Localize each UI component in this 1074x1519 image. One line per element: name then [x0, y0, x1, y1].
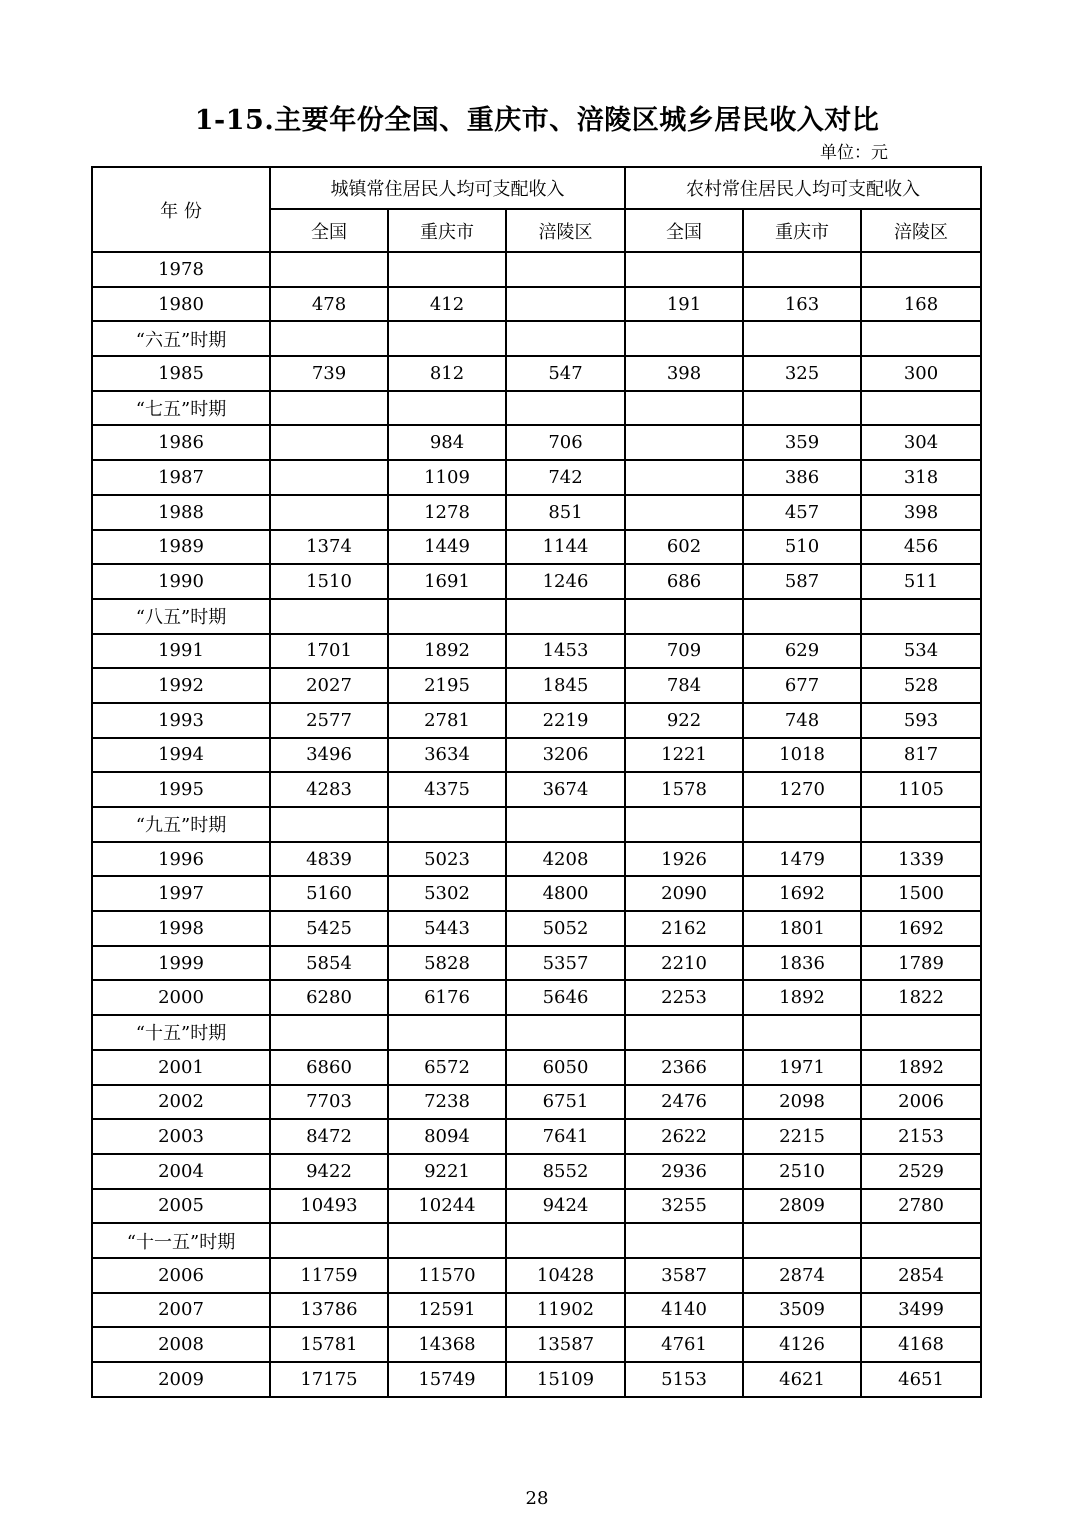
table-cell: 3496 — [270, 738, 388, 773]
table-cell: 511 — [861, 564, 981, 599]
row-label: “六五”时期 — [92, 321, 270, 356]
table-cell: 1971 — [743, 1050, 861, 1085]
table-cell — [388, 391, 506, 426]
table-cell: 629 — [743, 634, 861, 669]
table-row — [92, 980, 981, 1015]
table-cell — [270, 391, 388, 426]
table-cell — [270, 807, 388, 842]
table-row — [92, 703, 981, 738]
table-cell: 4126 — [743, 1327, 861, 1362]
table-cell: 677 — [743, 668, 861, 703]
table-cell: 15749 — [388, 1362, 506, 1397]
table-cell: 1845 — [506, 668, 625, 703]
table-row — [92, 356, 981, 391]
table-row — [92, 599, 981, 634]
rural-national-header: 全国 — [625, 209, 743, 252]
table-cell — [388, 1223, 506, 1258]
table-row — [92, 911, 981, 946]
table-row — [92, 1362, 981, 1397]
table-cell: 6751 — [506, 1085, 625, 1120]
table-cell: 13786 — [270, 1293, 388, 1328]
table-cell: 5828 — [388, 946, 506, 981]
table-cell — [625, 1015, 743, 1050]
row-label: “九五”时期 — [92, 807, 270, 842]
table-row — [92, 946, 981, 981]
table-cell: 593 — [861, 703, 981, 738]
table-cell — [506, 321, 625, 356]
table-cell: 4168 — [861, 1327, 981, 1362]
row-label: 1987 — [92, 460, 270, 495]
row-label: 1986 — [92, 425, 270, 460]
table-cell — [743, 807, 861, 842]
table-cell — [270, 1223, 388, 1258]
table-cell: 11759 — [270, 1258, 388, 1293]
table-cell: 1278 — [388, 495, 506, 530]
table-cell: 2006 — [861, 1085, 981, 1120]
table-cell — [625, 425, 743, 460]
table-cell: 2366 — [625, 1050, 743, 1085]
table-cell — [625, 391, 743, 426]
table-cell: 457 — [743, 495, 861, 530]
table-cell: 1892 — [861, 1050, 981, 1085]
table-row — [92, 1085, 981, 1120]
row-label: 2006 — [92, 1258, 270, 1293]
table-cell: 6860 — [270, 1050, 388, 1085]
table-cell: 3206 — [506, 738, 625, 773]
rural-group-header: 农村常住居民人均可支配收入 — [625, 167, 981, 209]
table-cell: 1836 — [743, 946, 861, 981]
row-label: 1992 — [92, 668, 270, 703]
table-cell: 7238 — [388, 1085, 506, 1120]
table-cell: 17175 — [270, 1362, 388, 1397]
table-cell — [388, 252, 506, 287]
row-label: 1995 — [92, 772, 270, 807]
urban-fuling-header: 涪陵区 — [506, 209, 625, 252]
table-cell: 168 — [861, 287, 981, 322]
table-cell — [625, 321, 743, 356]
table-cell — [861, 1015, 981, 1050]
row-label: 1996 — [92, 842, 270, 877]
table-cell: 2215 — [743, 1119, 861, 1154]
table-cell — [270, 252, 388, 287]
table-cell: 2936 — [625, 1154, 743, 1189]
table-cell — [270, 599, 388, 634]
table-cell: 5153 — [625, 1362, 743, 1397]
table-cell: 1018 — [743, 738, 861, 773]
table-cell: 1801 — [743, 911, 861, 946]
table-cell: 6050 — [506, 1050, 625, 1085]
income-table — [91, 166, 982, 1398]
table-cell — [861, 391, 981, 426]
table-cell: 11570 — [388, 1258, 506, 1293]
page-number: 28 — [525, 1488, 549, 1509]
table-cell: 5646 — [506, 980, 625, 1015]
table-cell — [506, 599, 625, 634]
table-cell: 3499 — [861, 1293, 981, 1328]
table-cell: 6176 — [388, 980, 506, 1015]
table-cell: 4208 — [506, 842, 625, 877]
table-cell: 528 — [861, 668, 981, 703]
table-cell: 2162 — [625, 911, 743, 946]
urban-national-header: 全国 — [270, 209, 388, 252]
table-cell: 587 — [743, 564, 861, 599]
table-cell: 398 — [861, 495, 981, 530]
table-cell: 13587 — [506, 1327, 625, 1362]
table-cell: 922 — [625, 703, 743, 738]
row-label: 1988 — [92, 495, 270, 530]
table-cell — [861, 807, 981, 842]
table-cell: 5302 — [388, 876, 506, 911]
table-cell: 10244 — [388, 1189, 506, 1224]
table-cell: 2153 — [861, 1119, 981, 1154]
table-cell: 812 — [388, 356, 506, 391]
table-cell: 2854 — [861, 1258, 981, 1293]
table-cell — [625, 495, 743, 530]
table-cell: 1789 — [861, 946, 981, 981]
table-cell: 2027 — [270, 668, 388, 703]
table-cell — [388, 1015, 506, 1050]
table-cell: 748 — [743, 703, 861, 738]
table-cell: 2622 — [625, 1119, 743, 1154]
table-row — [92, 391, 981, 426]
table-cell: 1500 — [861, 876, 981, 911]
table-cell — [743, 252, 861, 287]
table-row — [92, 842, 981, 877]
table-cell — [625, 807, 743, 842]
table-row — [92, 564, 981, 599]
table-cell — [743, 1015, 861, 1050]
table-row — [92, 772, 981, 807]
row-label: 1985 — [92, 356, 270, 391]
table-row — [92, 252, 981, 287]
table-cell: 7703 — [270, 1085, 388, 1120]
table-row — [92, 530, 981, 565]
table-row — [92, 634, 981, 669]
table-cell: 3674 — [506, 772, 625, 807]
row-label: 2004 — [92, 1154, 270, 1189]
table-cell: 2476 — [625, 1085, 743, 1120]
table-cell — [388, 321, 506, 356]
table-cell: 602 — [625, 530, 743, 565]
table-cell: 1270 — [743, 772, 861, 807]
table-cell: 5160 — [270, 876, 388, 911]
table-cell: 2874 — [743, 1258, 861, 1293]
table-cell: 2510 — [743, 1154, 861, 1189]
header-row-group — [92, 167, 981, 209]
row-label: 1994 — [92, 738, 270, 773]
table-cell: 1449 — [388, 530, 506, 565]
table-cell — [270, 321, 388, 356]
table-cell: 1453 — [506, 634, 625, 669]
table-cell: 739 — [270, 356, 388, 391]
table-cell — [506, 807, 625, 842]
table-row — [92, 1327, 981, 1362]
table-cell: 6572 — [388, 1050, 506, 1085]
row-label: 2003 — [92, 1119, 270, 1154]
table-cell: 12591 — [388, 1293, 506, 1328]
table-cell: 11902 — [506, 1293, 625, 1328]
table-cell: 2195 — [388, 668, 506, 703]
table-cell: 318 — [861, 460, 981, 495]
table-cell: 2529 — [861, 1154, 981, 1189]
table-cell — [625, 599, 743, 634]
table-row — [92, 1119, 981, 1154]
table-cell: 4761 — [625, 1327, 743, 1362]
table-row — [92, 1015, 981, 1050]
urban-group-header: 城镇常住居民人均可支配收入 — [270, 167, 625, 209]
table-row — [92, 1189, 981, 1224]
table-cell: 2577 — [270, 703, 388, 738]
row-label: 1997 — [92, 876, 270, 911]
table-cell: 7641 — [506, 1119, 625, 1154]
table-row — [92, 1258, 981, 1293]
table-cell: 15781 — [270, 1327, 388, 1362]
row-label: 2001 — [92, 1050, 270, 1085]
urban-chongqing-header: 重庆市 — [388, 209, 506, 252]
table-cell: 359 — [743, 425, 861, 460]
table-cell — [388, 807, 506, 842]
row-label: 1999 — [92, 946, 270, 981]
table-cell: 4800 — [506, 876, 625, 911]
table-row — [92, 668, 981, 703]
table-cell: 784 — [625, 668, 743, 703]
table-cell — [506, 252, 625, 287]
table-row — [92, 425, 981, 460]
table-cell: 4283 — [270, 772, 388, 807]
table-cell: 1144 — [506, 530, 625, 565]
row-label: “八五”时期 — [92, 599, 270, 634]
table-cell — [625, 460, 743, 495]
table-cell: 5443 — [388, 911, 506, 946]
table-cell: 534 — [861, 634, 981, 669]
table-cell: 1479 — [743, 842, 861, 877]
table-cell: 709 — [625, 634, 743, 669]
table-cell: 5023 — [388, 842, 506, 877]
table-cell — [506, 1223, 625, 1258]
table-cell: 1374 — [270, 530, 388, 565]
table-cell: 817 — [861, 738, 981, 773]
table-cell — [861, 252, 981, 287]
table-cell — [743, 1223, 861, 1258]
table-cell: 304 — [861, 425, 981, 460]
table-cell — [506, 391, 625, 426]
table-cell: 9221 — [388, 1154, 506, 1189]
table-cell — [861, 599, 981, 634]
table-cell: 15109 — [506, 1362, 625, 1397]
table-cell: 1221 — [625, 738, 743, 773]
table-cell: 8472 — [270, 1119, 388, 1154]
row-label: “十一五”时期 — [92, 1223, 270, 1258]
table-cell: 9422 — [270, 1154, 388, 1189]
table-row — [92, 287, 981, 322]
table-cell: 547 — [506, 356, 625, 391]
table-cell: 2098 — [743, 1085, 861, 1120]
row-label: 1989 — [92, 530, 270, 565]
table-cell: 851 — [506, 495, 625, 530]
table-cell: 300 — [861, 356, 981, 391]
table-cell: 456 — [861, 530, 981, 565]
table-cell: 386 — [743, 460, 861, 495]
table-cell — [270, 460, 388, 495]
table-cell: 706 — [506, 425, 625, 460]
table-cell: 10493 — [270, 1189, 388, 1224]
table-cell — [743, 321, 861, 356]
table-cell: 9424 — [506, 1189, 625, 1224]
table-cell: 1692 — [743, 876, 861, 911]
row-label: “十五”时期 — [92, 1015, 270, 1050]
table-cell: 3509 — [743, 1293, 861, 1328]
table-cell — [743, 599, 861, 634]
table-cell: 2090 — [625, 876, 743, 911]
table-row — [92, 1223, 981, 1258]
table-cell — [270, 1015, 388, 1050]
table-cell: 1246 — [506, 564, 625, 599]
table-cell: 2210 — [625, 946, 743, 981]
table-cell: 1578 — [625, 772, 743, 807]
table-cell: 4140 — [625, 1293, 743, 1328]
row-label: 1991 — [92, 634, 270, 669]
table-cell — [861, 1223, 981, 1258]
year-header: 年 份 — [92, 167, 270, 252]
table-cell: 6280 — [270, 980, 388, 1015]
table-cell: 3634 — [388, 738, 506, 773]
table-row — [92, 495, 981, 530]
table-cell: 8094 — [388, 1119, 506, 1154]
row-label: 2007 — [92, 1293, 270, 1328]
table-cell: 510 — [743, 530, 861, 565]
table-cell — [270, 495, 388, 530]
row-label: 2000 — [92, 980, 270, 1015]
table-cell: 478 — [270, 287, 388, 322]
table-cell: 1892 — [743, 980, 861, 1015]
table-cell: 1105 — [861, 772, 981, 807]
table-row — [92, 1293, 981, 1328]
table-cell: 1892 — [388, 634, 506, 669]
table-cell — [861, 321, 981, 356]
table-cell: 1692 — [861, 911, 981, 946]
table-cell: 1339 — [861, 842, 981, 877]
table-cell: 2219 — [506, 703, 625, 738]
page-title: 1-15.主要年份全国、重庆市、涪陵区城乡居民收入对比 — [194, 105, 880, 136]
row-label: 1993 — [92, 703, 270, 738]
table-row — [92, 321, 981, 356]
row-label: 2005 — [92, 1189, 270, 1224]
table-cell: 163 — [743, 287, 861, 322]
table-cell: 1510 — [270, 564, 388, 599]
table-cell — [388, 599, 506, 634]
table-cell: 5854 — [270, 946, 388, 981]
table-cell: 2780 — [861, 1189, 981, 1224]
table-cell: 686 — [625, 564, 743, 599]
table-cell: 14368 — [388, 1327, 506, 1362]
table-cell: 1822 — [861, 980, 981, 1015]
table-cell: 2781 — [388, 703, 506, 738]
table-cell: 4375 — [388, 772, 506, 807]
table-cell: 2253 — [625, 980, 743, 1015]
table-cell: 1109 — [388, 460, 506, 495]
table-cell — [625, 1223, 743, 1258]
table-row — [92, 460, 981, 495]
table-cell: 3587 — [625, 1258, 743, 1293]
unit-label: 单位：元 — [820, 143, 888, 163]
table-cell: 4651 — [861, 1362, 981, 1397]
rural-fuling-header: 涪陵区 — [861, 209, 981, 252]
table-cell: 5052 — [506, 911, 625, 946]
table-row — [92, 1050, 981, 1085]
row-label: 1998 — [92, 911, 270, 946]
table-row — [92, 1154, 981, 1189]
table-cell: 325 — [743, 356, 861, 391]
table-cell — [506, 287, 625, 322]
table-cell: 5425 — [270, 911, 388, 946]
table-cell: 4839 — [270, 842, 388, 877]
table-row — [92, 807, 981, 842]
row-label: 1990 — [92, 564, 270, 599]
table-cell: 8552 — [506, 1154, 625, 1189]
row-label: 1978 — [92, 252, 270, 287]
row-label: 2009 — [92, 1362, 270, 1397]
rural-chongqing-header: 重庆市 — [743, 209, 861, 252]
table-cell — [743, 391, 861, 426]
table-cell: 412 — [388, 287, 506, 322]
table-cell: 3255 — [625, 1189, 743, 1224]
table-cell: 5357 — [506, 946, 625, 981]
table-cell: 1926 — [625, 842, 743, 877]
table-row — [92, 876, 981, 911]
table-cell: 1701 — [270, 634, 388, 669]
table-body — [92, 252, 981, 1397]
table-cell — [506, 1015, 625, 1050]
table-cell: 10428 — [506, 1258, 625, 1293]
table-cell: 4621 — [743, 1362, 861, 1397]
table-cell — [270, 425, 388, 460]
table-cell: 2809 — [743, 1189, 861, 1224]
row-label: 2002 — [92, 1085, 270, 1120]
row-label: 2008 — [92, 1327, 270, 1362]
table-cell — [625, 252, 743, 287]
row-label: 1980 — [92, 287, 270, 322]
table-cell: 1691 — [388, 564, 506, 599]
row-label: “七五”时期 — [92, 391, 270, 426]
table-row — [92, 738, 981, 773]
table-cell: 742 — [506, 460, 625, 495]
table-cell: 191 — [625, 287, 743, 322]
table-cell: 984 — [388, 425, 506, 460]
table-cell: 398 — [625, 356, 743, 391]
